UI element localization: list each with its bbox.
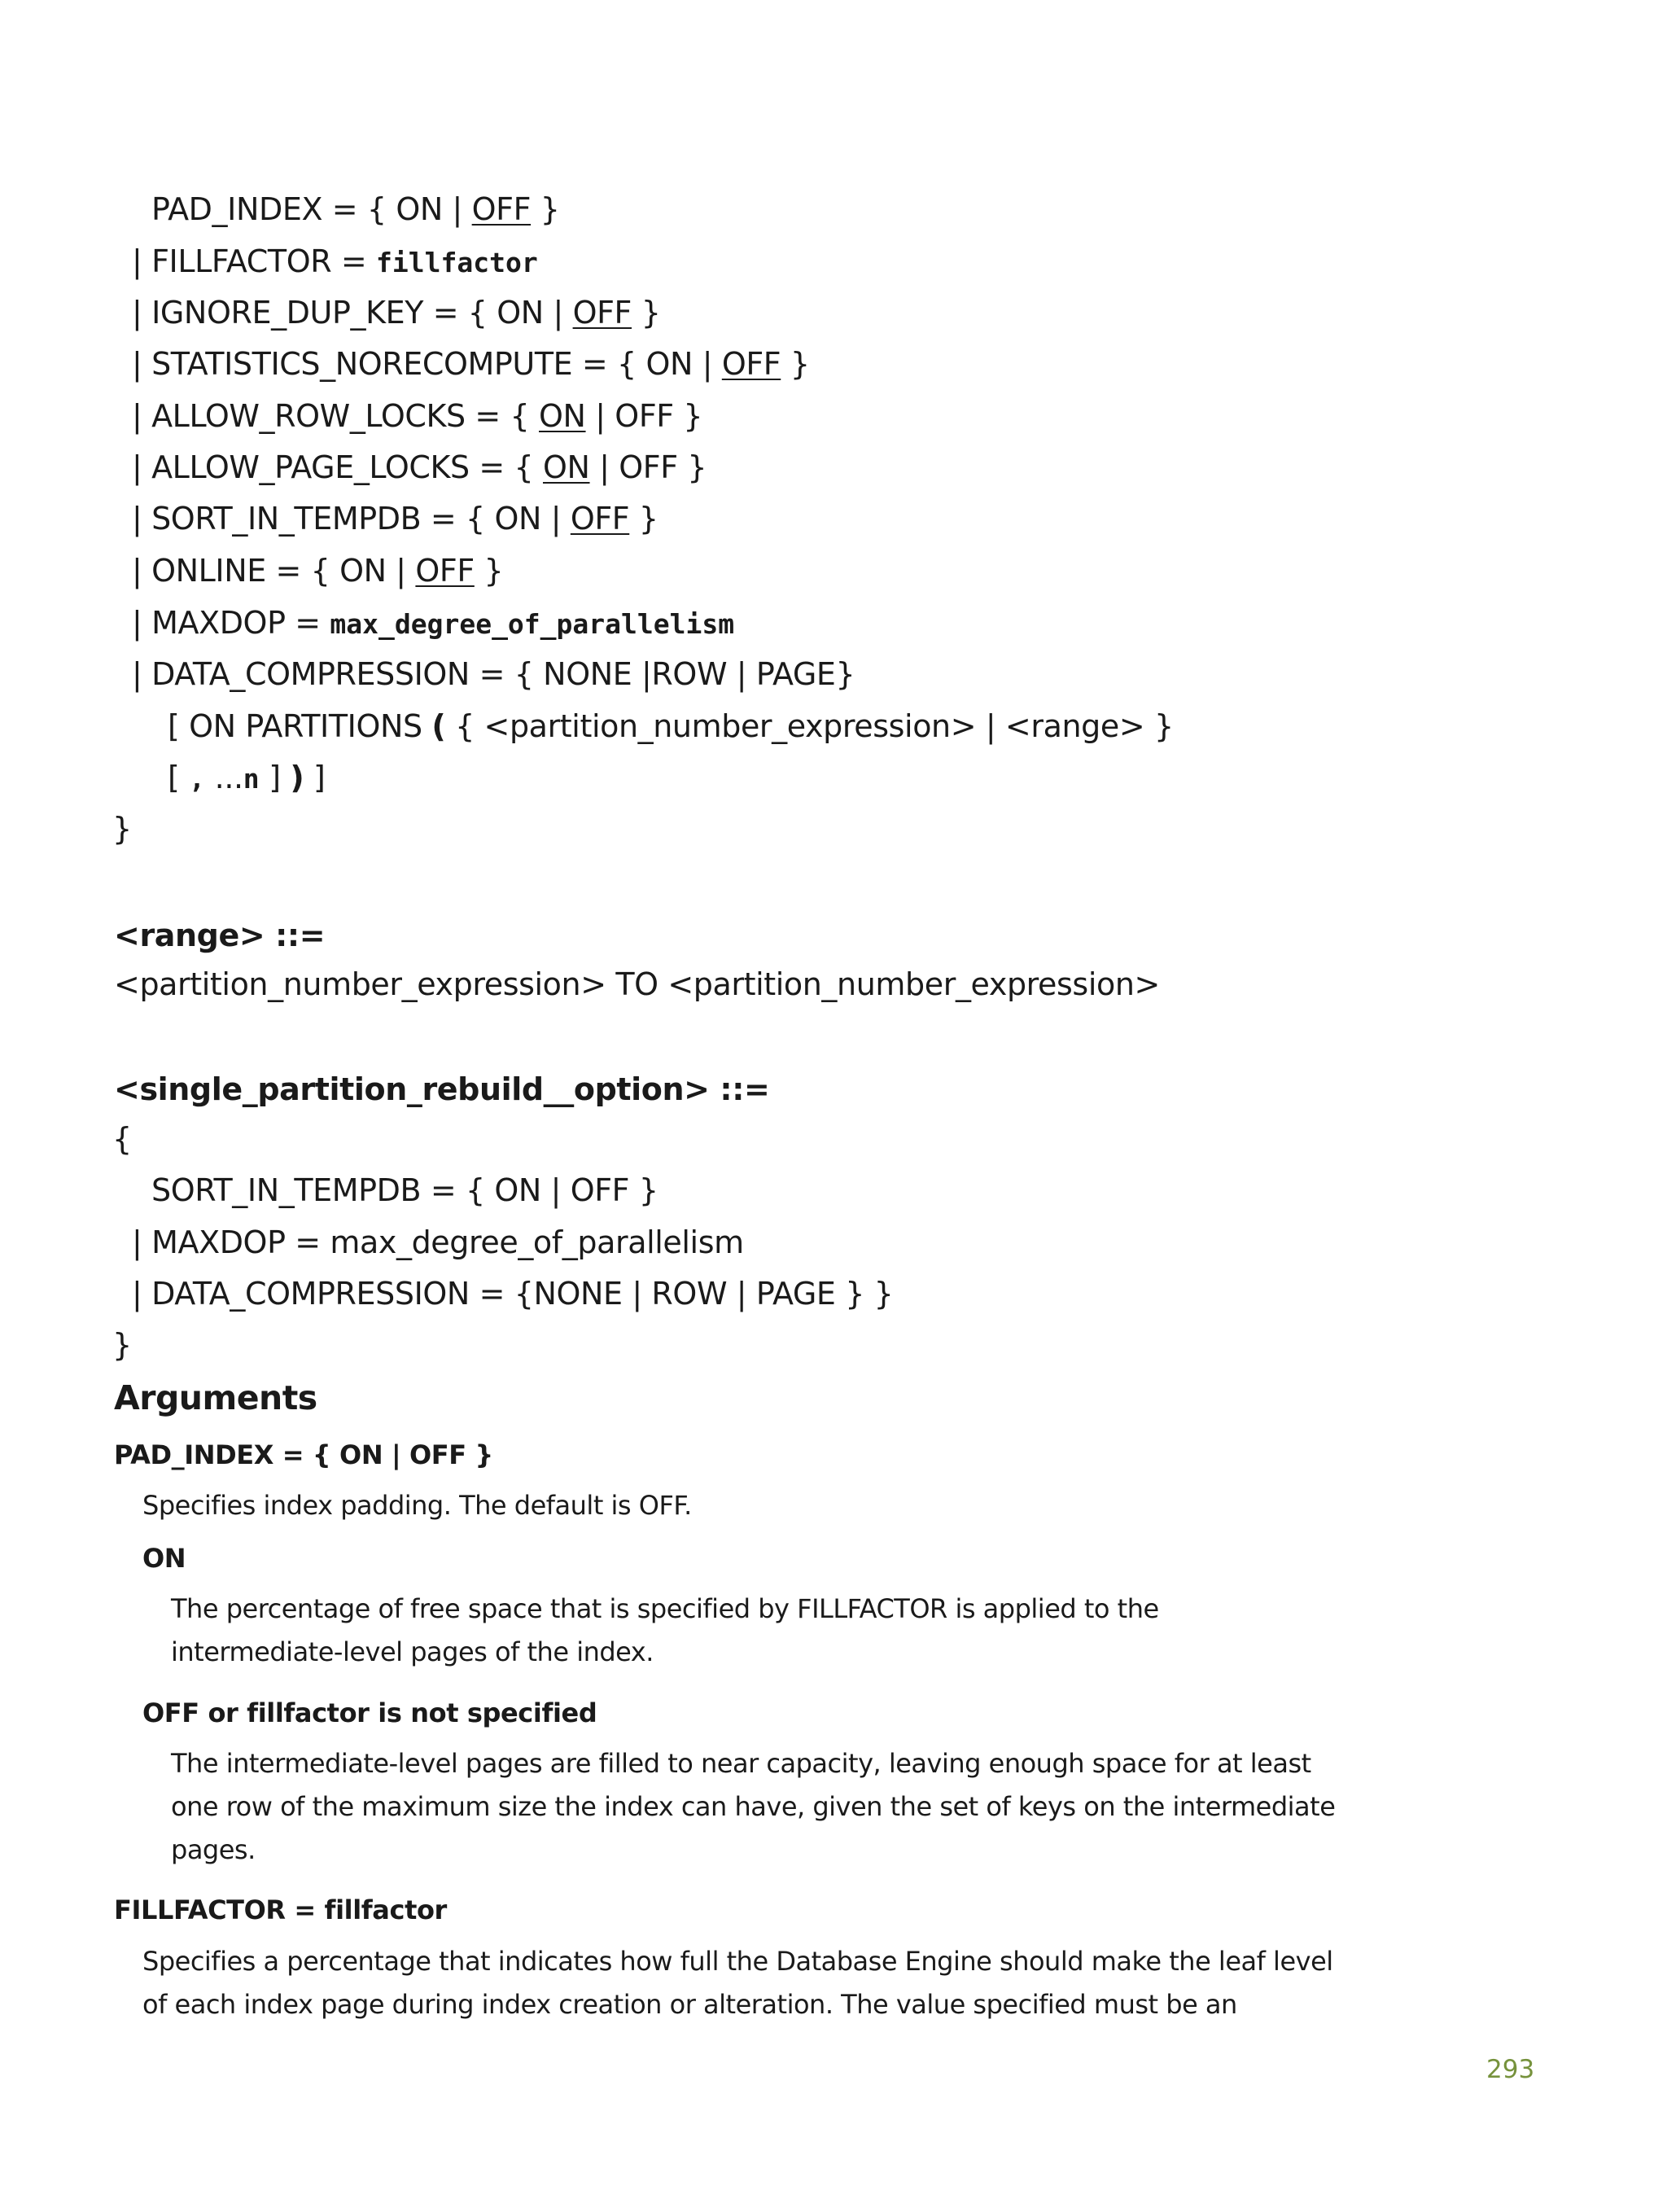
syntax-default-value: OFF [570, 501, 630, 537]
arg-fillfactor-desc-line: Specifies a percentage that indicates how full the Database Engine should make the leaf level [142, 1946, 1333, 1977]
syntax-argument: n [243, 763, 260, 795]
single-partition-heading: <single_partition_rebuild__option> ::= [114, 1071, 770, 1107]
range-definition: <partition_number_expression> TO <partition_number_expression> [114, 966, 1160, 1002]
syntax-default-value: OFF [572, 295, 632, 331]
syntax-text: | ONLINE = { ON | [132, 553, 416, 589]
syntax-line-allow-page-locks [132, 449, 707, 485]
syntax-paren: ( [431, 708, 446, 744]
syntax-text: ... [204, 760, 243, 795]
syntax-text: [ [168, 760, 190, 795]
arg-on-term: ON [142, 1543, 186, 1574]
syntax-text: | OFF } [589, 449, 707, 485]
syntax-text: { <partition_number_expression> | <range> } [445, 708, 1174, 744]
syntax-default-value: OFF [721, 346, 781, 382]
syntax-text: | STATISTICS_NORECOMPUTE = { ON | [132, 346, 722, 382]
syntax-open-brace: { [112, 1121, 132, 1157]
syntax-line-partition-list [168, 762, 325, 793]
syntax-line-on-partitions [168, 708, 1174, 744]
syntax-argument: fillfactor [376, 247, 538, 278]
page-number: 293 [1486, 2055, 1535, 2084]
arg-pad-index-desc: Specifies index padding. The default is OFF. [142, 1490, 692, 1521]
syntax-text: | SORT_IN_TEMPDB = { ON | [132, 501, 571, 537]
arg-on-desc-line: The percentage of free space that is specified by FILLFACTOR is applied to the [171, 1593, 1159, 1624]
syntax-text: | FILLFACTOR = [132, 243, 377, 279]
syntax-default-value: OFF [471, 191, 532, 227]
arg-on-desc-line: intermediate-level pages of the index. [171, 1636, 654, 1667]
syntax-line-data-compression: | DATA_COMPRESSION = { NONE |ROW | PAGE} [132, 656, 855, 692]
arg-off-desc-line: pages. [171, 1834, 256, 1865]
syntax-text: } [781, 346, 810, 382]
syntax-line-ignore-dup-key [132, 295, 661, 331]
syntax-text: } [474, 553, 504, 589]
arg-fillfactor-term: FILLFACTOR = fillfactor [114, 1894, 447, 1925]
syntax-text: PAD_INDEX = { ON | [151, 191, 472, 227]
syntax-default-value: OFF [415, 553, 475, 589]
syntax-line-pad-index [151, 191, 560, 227]
syntax-line-online [132, 553, 504, 589]
arg-off-term: OFF or fillfactor is not specified [142, 1697, 597, 1728]
syntax-line-fillfactor [132, 243, 538, 279]
arg-pad-index-term: PAD_INDEX = { ON | OFF } [114, 1439, 493, 1470]
arg-fillfactor-desc-line: of each index page during index creation or alteration. The value specified must be an [142, 1989, 1237, 2020]
syntax-text: ] [304, 760, 326, 795]
syntax-text: } [629, 501, 658, 537]
syntax-paren: ) [290, 760, 304, 795]
syntax-text: | OFF } [585, 398, 703, 434]
arg-off-desc-line: The intermediate-level pages are filled to near capacity, leaving enough space for at least [171, 1748, 1311, 1779]
syntax-default-value: ON [542, 449, 590, 485]
arguments-heading: Arguments [114, 1378, 317, 1417]
syntax-comma: , [189, 763, 205, 795]
syntax-text: | ALLOW_PAGE_LOCKS = { [132, 449, 543, 485]
single-option-maxdop: | MAXDOP = max_degree_of_parallelism [132, 1224, 744, 1260]
syntax-line-statistics-norecompute [132, 346, 810, 382]
syntax-argument: max_degree_of_parallelism [330, 608, 735, 640]
syntax-close-brace: } [112, 1327, 132, 1363]
syntax-text: ] [259, 760, 291, 795]
syntax-text: [ ON PARTITIONS [168, 708, 432, 744]
syntax-text: | IGNORE_DUP_KEY = { ON | [132, 295, 573, 331]
syntax-text: } [632, 295, 661, 331]
syntax-line-allow-row-locks [132, 398, 703, 434]
syntax-line-maxdop [132, 605, 735, 641]
syntax-text: | ALLOW_ROW_LOCKS = { [132, 398, 539, 434]
arg-off-desc-line: one row of the maximum size the index can have, given the set of keys on the intermediate [171, 1791, 1336, 1822]
syntax-text: | MAXDOP = [132, 605, 330, 641]
range-heading: <range> ::= [114, 918, 326, 953]
syntax-text: } [531, 191, 560, 227]
single-option-data-compression: | DATA_COMPRESSION = {NONE | ROW | PAGE } } [132, 1276, 894, 1312]
syntax-default-value: ON [539, 398, 586, 434]
syntax-line-sort-in-tempdb [132, 501, 658, 537]
single-option-sort-in-tempdb: SORT_IN_TEMPDB = { ON | OFF } [151, 1172, 658, 1208]
syntax-close-brace: } [112, 811, 132, 847]
